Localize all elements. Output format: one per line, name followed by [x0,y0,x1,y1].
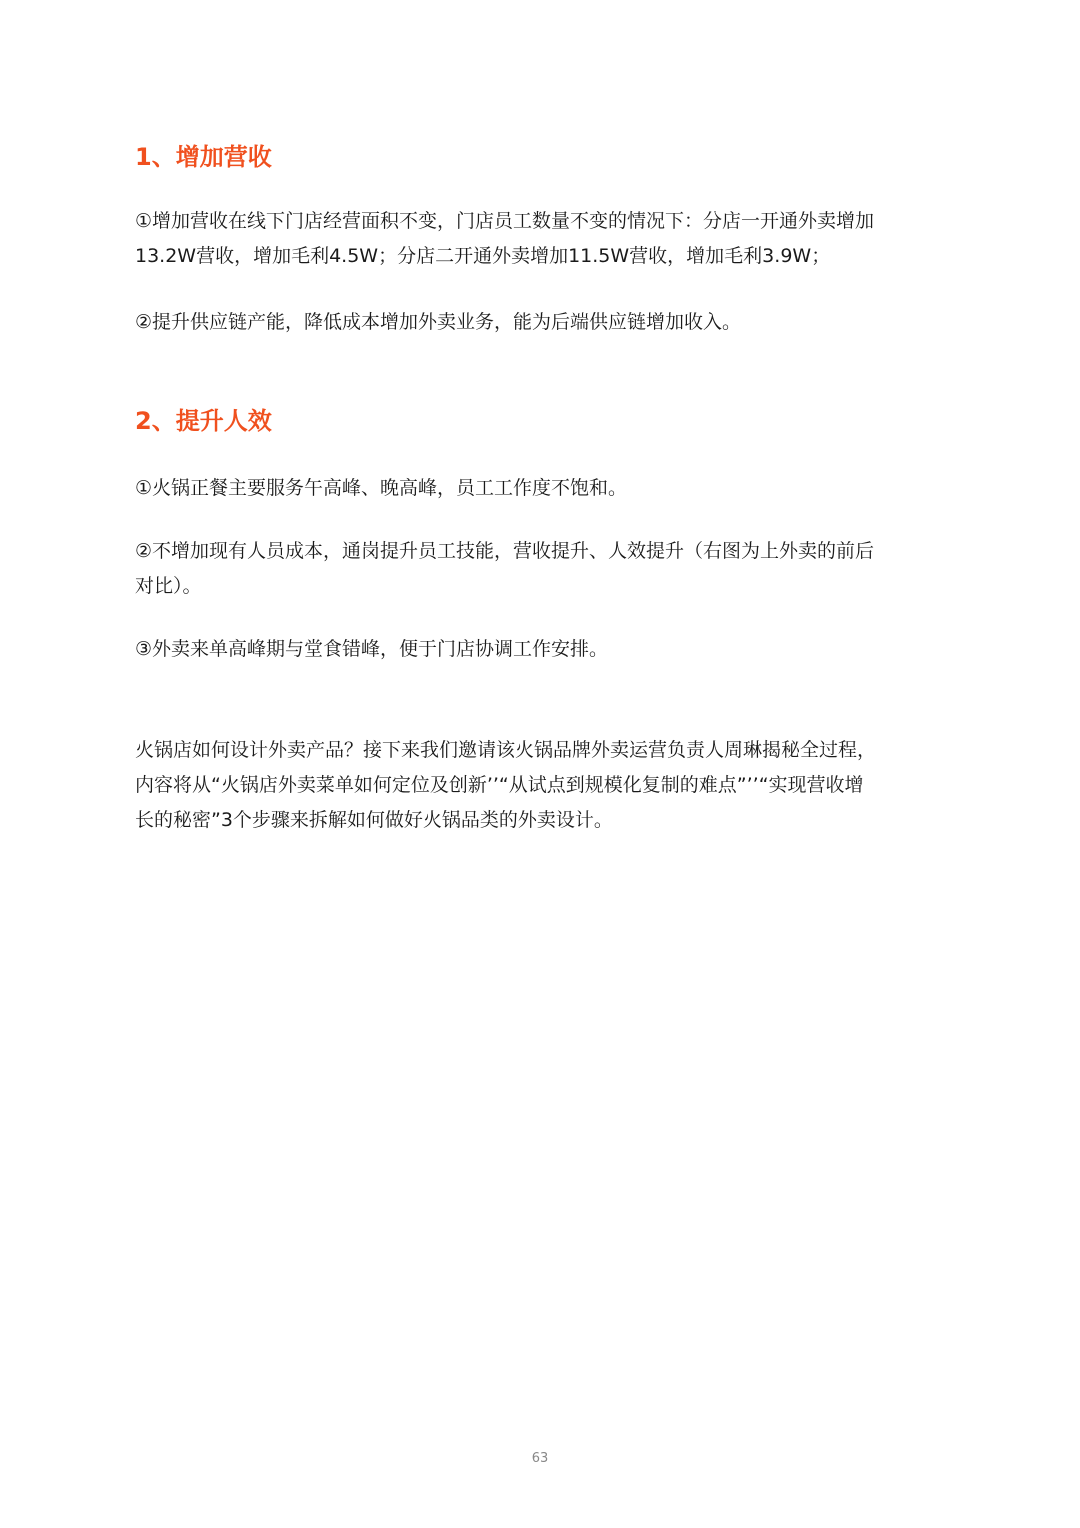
paragraph-intro [135,733,950,838]
text-line: ②提升供应链产能，降低成本增加外卖业务，能为后端供应链增加收入。 [135,311,742,333]
paragraph-revenue-point-2 [135,305,950,340]
text-line: ③外卖来单高峰期与堂食错峰，便于门店协调工作安排。 [135,638,609,660]
paragraph-efficiency-point-3 [135,632,950,667]
text-line: 内容将从“火锅店外卖菜单如何定位及创新’’“从试点到规模化复制的难点”’’“实现营收增 [135,774,864,796]
text-line: ①火锅正餐主要服务午高峰、晚高峰，员工工作度不饱和。 [135,477,628,499]
paragraph-efficiency-point-1 [135,471,950,506]
page-number: 63 [531,1451,549,1466]
paragraph-revenue-point-1 [135,204,950,274]
paragraph-efficiency-point-2 [135,534,950,604]
text-line: ②不增加现有人员成本，通岗提升员工技能，营收提升、人效提升（右图为上外卖的前后 [135,540,875,562]
section-heading-increase-revenue: 1、增加营收 [135,143,272,171]
text-line: 火锅店如何设计外卖产品？接下来我们邀请该火锅品牌外卖运营负责人周琳揭秘全过程， [135,739,877,761]
section-heading-improve-efficiency: 2、提升人效 [135,407,272,435]
text-line: 13.2W营收，增加毛利4.5W；分店二开通外卖增加11.5W营收，增加毛利3.9W； [135,245,831,267]
text-line: 对比）。 [135,575,202,597]
text-line: 长的秘密”3个步骤来拆解如何做好火锅品类的外卖设计。 [135,809,613,831]
text-line: ①增加营收在线下门店经营面积不变，门店员工数量不变的情况下：分店一开通外卖增加 [135,210,875,232]
